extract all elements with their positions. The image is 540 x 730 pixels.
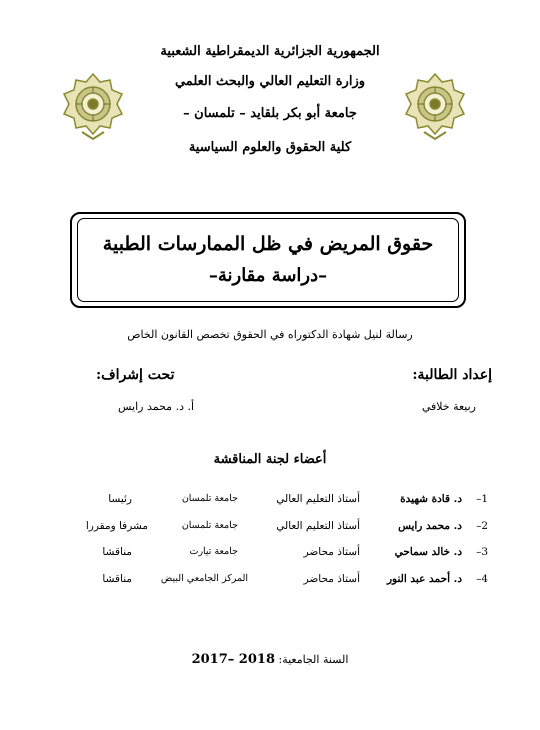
member-role: مناقشا: [102, 573, 132, 585]
academic-year-label: السنة الجامعية:: [278, 653, 349, 666]
prepared-by-label: إعداد الطالبة:: [412, 367, 492, 383]
member-name: د. قادة شهيدة: [400, 493, 462, 505]
university-seal-icon-right: [404, 72, 466, 142]
supervisor-name: أ. د. محمد رايس: [118, 400, 195, 413]
member-name: د. خالد سماحي: [394, 546, 462, 558]
member-number: 3–: [476, 546, 488, 558]
member-institution: جامعة تلمسان: [181, 493, 238, 504]
thesis-statement: رسالة لنيل شهادة الدكتوراه في الحقوق تخصص القانون الخاص: [127, 328, 413, 341]
member-institution: المركز الجامعي البيض: [160, 573, 248, 584]
member-name: د. محمد رايس: [398, 520, 462, 532]
title-frame: [70, 212, 466, 308]
member-rank: أستاذ التعليم العالي: [276, 520, 360, 532]
committee-heading: أعضاء لجنة المناقشة: [213, 452, 327, 467]
member-institution: جامعة تيارت: [189, 546, 238, 557]
university-seal-icon-left: [62, 72, 124, 142]
member-number: 1–: [476, 493, 488, 505]
ministry-title: وزارة التعليم العالي والبحث العلمي: [174, 74, 366, 89]
member-name: د. أحمد عبد النور: [386, 573, 462, 585]
member-role: مناقشا: [102, 546, 132, 558]
student-name: ربيعة خلافي: [421, 400, 476, 413]
member-rank: أستاذ محاضر: [303, 573, 360, 585]
supervised-by-label: تحت إشراف:: [96, 367, 175, 383]
member-institution: جامعة تلمسان: [181, 520, 238, 531]
university-title: جامعة أبو بكر بلقايد – تلمسان –: [183, 106, 357, 121]
member-rank: أستاذ محاضر: [303, 546, 360, 558]
member-rank: أستاذ التعليم العالي: [276, 493, 360, 505]
member-role: مشرفا ومقررا: [85, 520, 148, 532]
thesis-subtitle: –دراسة مقارنة–: [208, 265, 328, 286]
republic-title: الجمهورية الجزائرية الديمقراطية الشعبية: [160, 44, 380, 59]
member-number: 2–: [476, 520, 488, 532]
thesis-title: حقوق المريض في ظل الممارسات الطبية: [102, 233, 434, 255]
member-number: 4–: [476, 573, 488, 585]
faculty-title: كلية الحقوق والعلوم السياسية: [188, 140, 352, 155]
academic-year-value: 2017– 2018: [191, 652, 275, 667]
member-role: رئيسا: [108, 493, 132, 505]
academic-year: [150, 652, 390, 667]
